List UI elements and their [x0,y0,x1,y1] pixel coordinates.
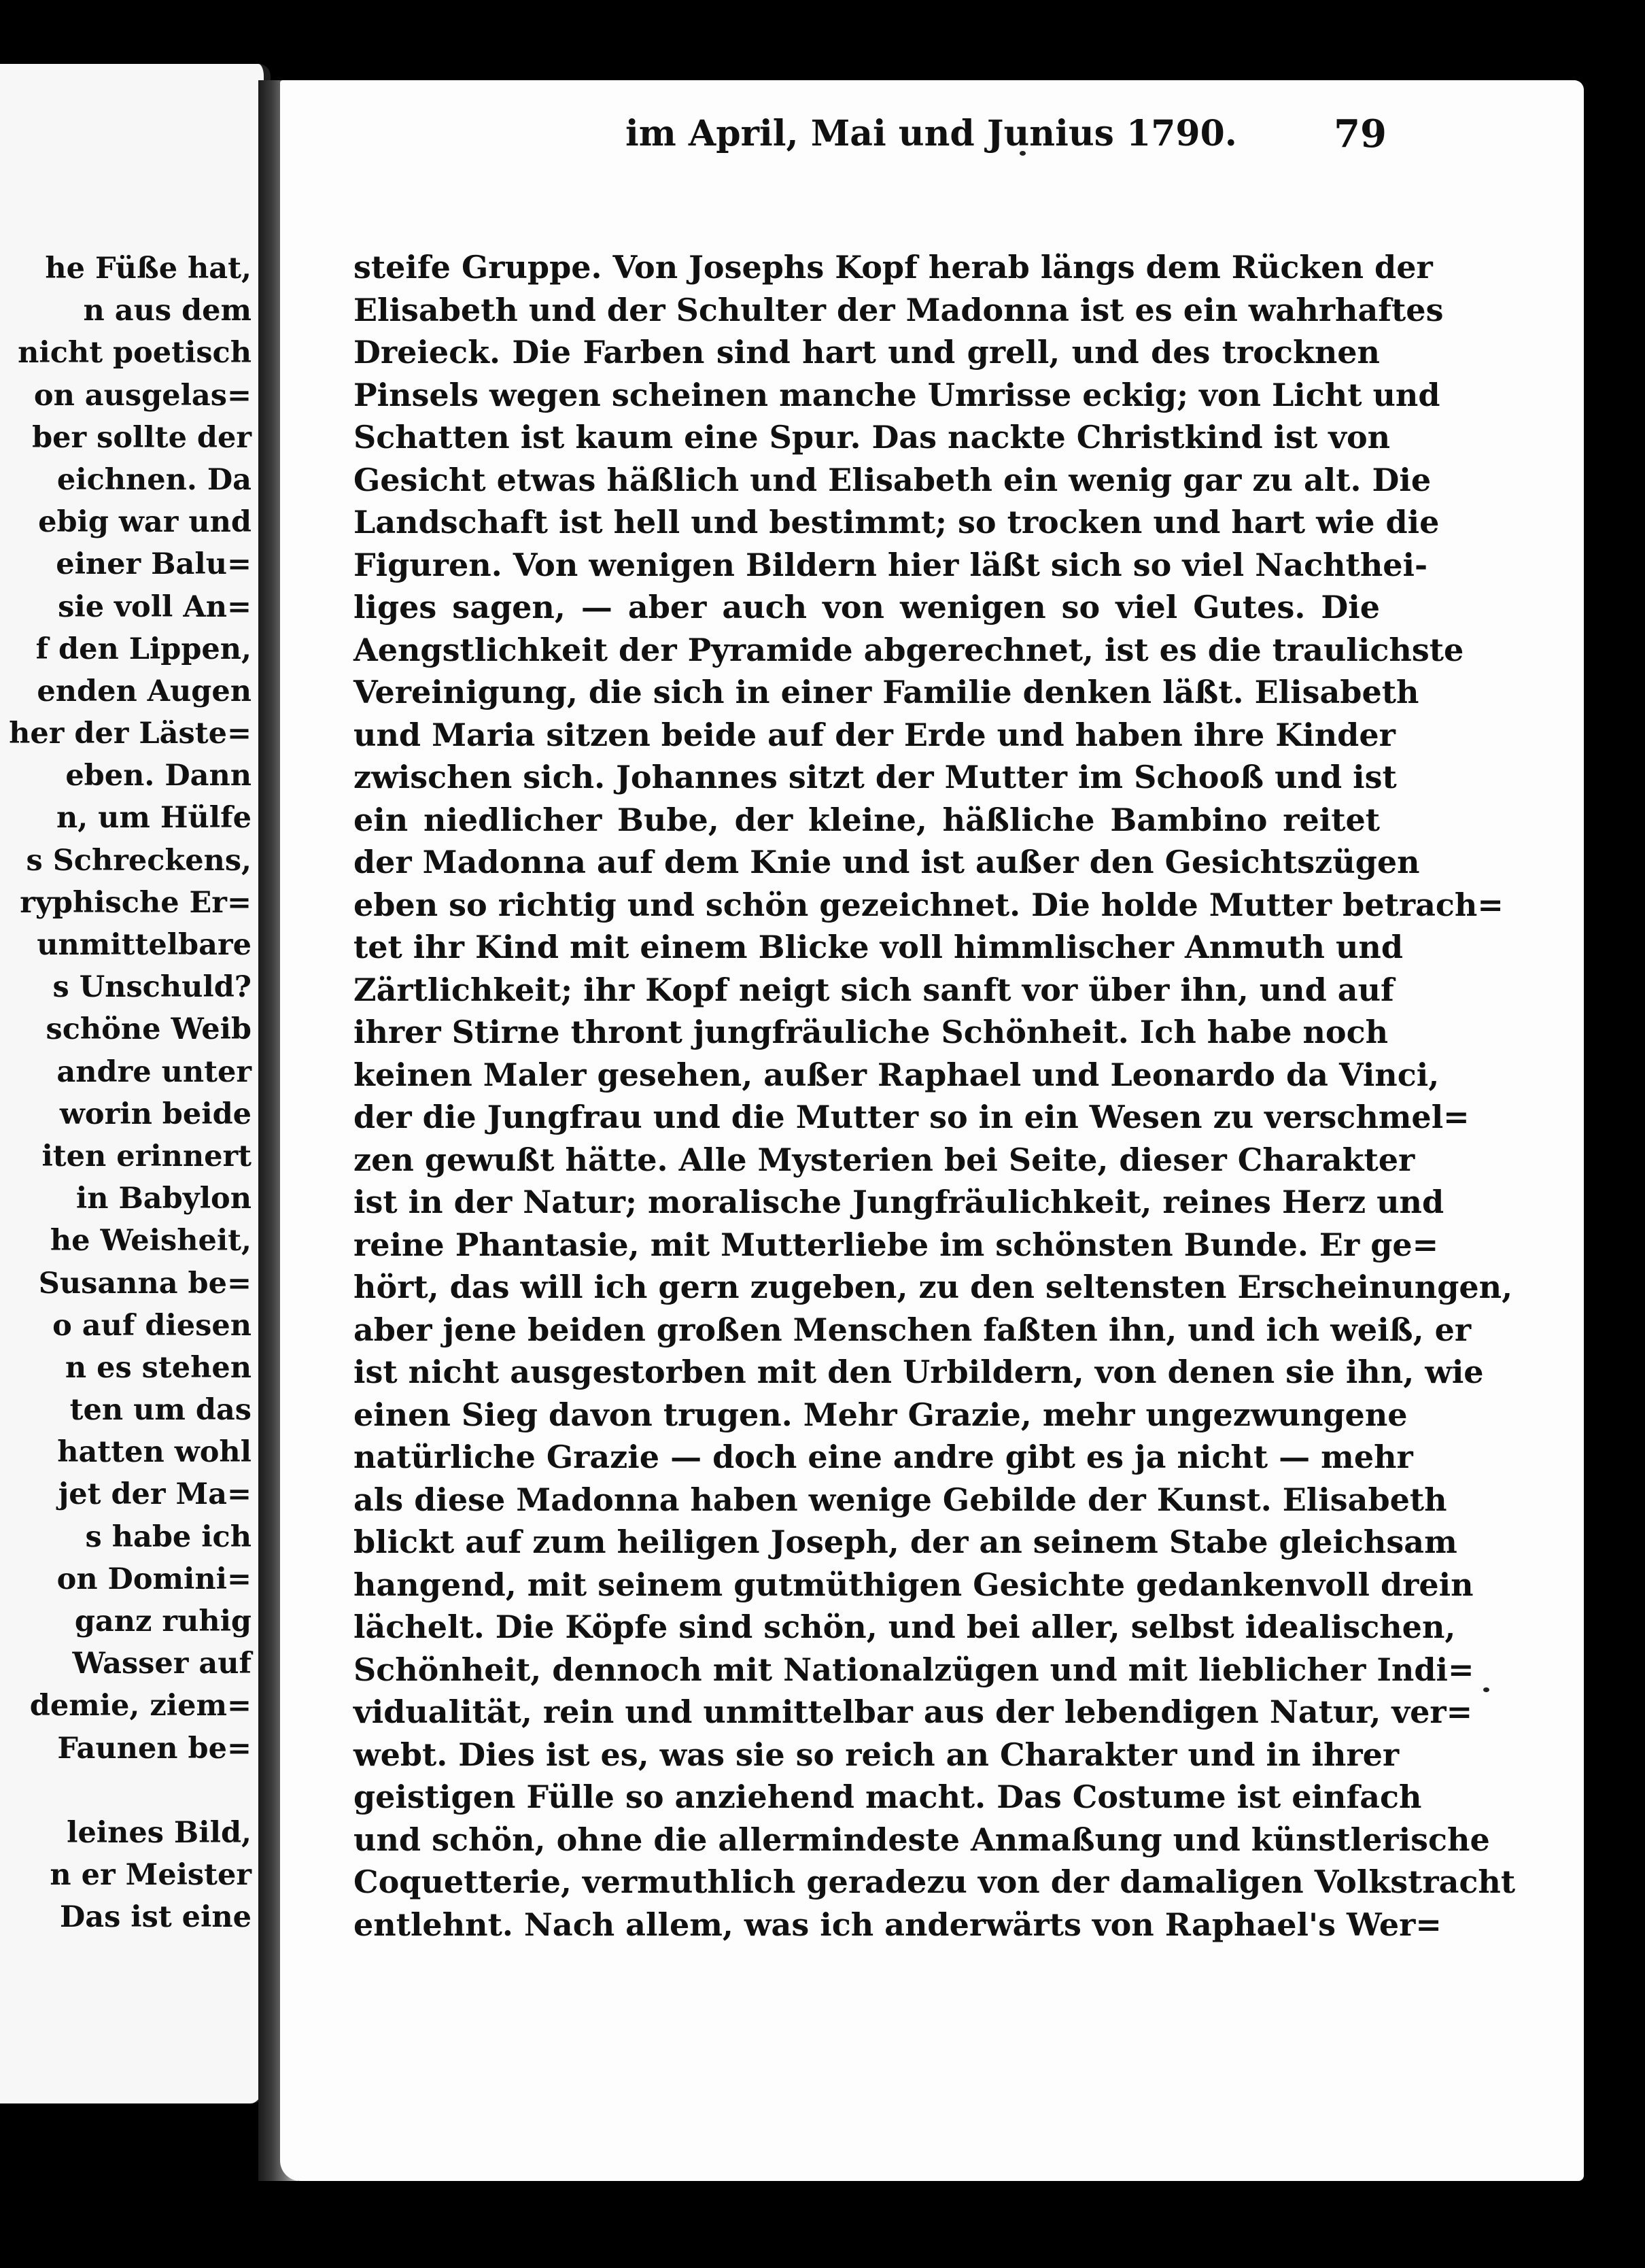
text-line: keinen Maler gesehen, außer Raphael und Leonardo da Vinci, [353,1056,1440,1093]
left-page-line: ten um das [69,1393,252,1428]
left-page-line: f den Lippen, [35,632,252,666]
left-page-line: unmittelbare [37,928,252,962]
text-line: entlehnt. Nach allem, was ich anderwärts von Raphael's Wer= [353,1906,1442,1943]
text-line: hangend, mit seinem gutmüthigen Gesichte gedankenvoll drein [353,1566,1474,1603]
text-line: tet ihr Kind mit einem Blicke voll himmlischer Anmuth und [353,929,1404,965]
left-page-line [0,1770,252,1812]
text-line: ein niedlicher Bube, der kleine, häßliche Bambino reitet [353,801,1380,838]
text-line: Coquetterie, vermuthlich geradezu von der damaligen Volkstracht [353,1863,1516,1900]
left-page-line: hatten wohl [57,1435,252,1470]
text-line: Figuren. Von wenigen Bildern hier läßt sich so viel Nachthei- [353,546,1428,583]
left-page-line: leines Bild, [67,1815,252,1850]
text-line: steife Gruppe. Von Josephs Kopf herab längs dem Rücken der [353,249,1433,286]
left-page-line: ebig war und [38,505,252,540]
left-page-line: her der Läste= [9,717,252,751]
left-page-line: worin beide [59,1097,252,1131]
text-line: als diese Madonna haben wenige Gebilde der Kunst. Elisabeth [353,1481,1447,1518]
left-page-line: eichnen. Da [56,462,252,497]
left-page [0,64,271,2103]
left-page-line: Wasser auf [72,1647,252,1681]
text-line: und Maria sitzen beide auf der Erde und haben ihre Kinder [353,716,1396,753]
left-page-line: s Unschuld? [52,970,252,1005]
left-page-line: n er Meister [50,1858,252,1893]
left-page-line: Faunen be= [57,1731,252,1766]
body-text [353,246,1516,1946]
text-line: eben so richtig und schön gezeichnet. Die holde Mutter betrach= [353,886,1504,923]
left-page-line: sie voll An= [58,589,252,624]
left-page-line: he Füße hat, [45,252,252,286]
left-page-text [0,247,252,1939]
left-page-line: einer Balu= [56,547,252,582]
left-page-line: o auf diesen [52,1308,252,1343]
text-line: hört, das will ich gern zugeben, zu den seltensten Erscheinungen, [353,1269,1513,1305]
text-line: Vereinigung, die sich in einer Familie denken läßt. Elisabeth [353,674,1419,710]
text-line: blickt auf zum heiligen Joseph, der an seinem Stabe gleichsam [353,1524,1457,1560]
left-page-line: n es stehen [65,1350,252,1385]
text-line: Zärtlichkeit; ihr Kopf neigt sich sanft vor über ihn, und auf [353,971,1394,1008]
left-page-line: s Schreckens, [26,843,252,878]
text-line: einen Sieg davon trugen. Mehr Grazie, mehr ungezwungene [353,1396,1408,1433]
print-speck [1483,1687,1489,1692]
text-line: ist in der Natur; moralische Jungfräulichkeit, reines Herz und [353,1184,1444,1220]
left-page-line: n, um Hülfe [56,801,252,836]
left-page-line: Das ist eine [59,1900,252,1935]
text-line: Dreieck. Die Farben sind hart und grell, und des trocknen [353,334,1380,371]
left-page-line: ryphische Er= [20,885,252,920]
text-line: liges sagen, — aber auch von wenigen so viel Gutes. Die [353,589,1380,625]
text-line: Gesicht etwas häßlich und Elisabeth ein wenig gar zu alt. Die [353,461,1432,498]
left-page-line: on ausgelas= [33,378,252,413]
left-page-line: demie, ziem= [29,1689,252,1723]
left-page-line: nicht poetisch [18,336,252,371]
left-page-line: on Domini= [56,1562,252,1596]
text-line: zen gewußt hätte. Alle Mysterien bei Seite, dieser Charakter [353,1141,1415,1178]
text-line: webt. Dies ist es, was sie so reich an Charakter und in ihrer [353,1736,1400,1773]
text-line: geistigen Fülle so anziehend macht. Das Costume ist einfach [353,1779,1422,1815]
text-line: Pinsels wegen scheinen manche Umrisse eckig; von Licht und [353,376,1440,413]
left-page-line: in Babylon [75,1182,252,1216]
left-page-line: andre unter [56,1054,252,1089]
text-line: ist nicht ausgestorben mit den Urbildern, von denen sie ihn, wie [353,1354,1484,1390]
left-page-line: ganz ruhig [74,1604,252,1638]
text-line: vidualität, rein und unmittelbar aus der lebendigen Natur, ver= [353,1694,1473,1730]
text-line: reine Phantasie, mit Mutterliebe im schönsten Bunde. Er ge= [353,1226,1439,1263]
left-page-line: enden Augen [37,674,252,708]
left-page-line: ber sollte der [32,420,252,455]
text-line: zwischen sich. Johannes sitzt der Mutter im Schooß und ist [353,759,1397,795]
text-line: Elisabeth und der Schulter der Madonna ist es ein wahrhaftes [353,291,1444,328]
left-page-line: Susanna be= [38,1266,252,1301]
left-page-line: n aus dem [83,294,252,328]
left-page-line: iten erinnert [41,1139,252,1173]
text-line: Schönheit, dennoch mit Nationalzügen und mit lieblicher Indi= [353,1651,1474,1688]
text-line: ihrer Stirne thront jungfräuliche Schönheit. Ich habe noch [353,1014,1389,1050]
text-line: aber jene beiden großen Menschen faßten ihn, und ich weiß, er [353,1311,1472,1348]
left-page-line: he Weisheit, [50,1224,252,1258]
left-page-line: schöne Weib [46,1012,252,1047]
text-line: lächelt. Die Köpfe sind schön, und bei aller, selbst idealischen, [353,1609,1456,1645]
text-line: Landschaft ist hell und bestimmt; so trocken und hart wie die [353,504,1440,540]
text-line: natürliche Grazie — doch eine andre gibt es ja nicht — mehr [353,1439,1413,1475]
left-page-line: s habe ich [85,1519,252,1554]
left-page-line: jet der Ma= [58,1477,252,1512]
running-header [347,107,1387,162]
text-line: und schön, ohne die allermindeste Anmaßung und künstlerische [353,1821,1490,1858]
text-line: Aengstlichkeit der Pyramide abgerechnet, ist es die traulichste [353,631,1464,668]
running-head-title: im April, Mai und Junius 1790. [625,113,1237,154]
page-number: 79 [1334,111,1387,156]
text-line: der Madonna auf dem Knie und ist außer den Gesichtszügen [353,844,1420,880]
text-line: der die Jungfrau und die Mutter so in ein Wesen zu verschmel= [353,1099,1470,1135]
left-page-line: eben. Dann [65,759,252,793]
text-line: Schatten ist kaum eine Spur. Das nackte Christkind ist von [353,419,1391,456]
